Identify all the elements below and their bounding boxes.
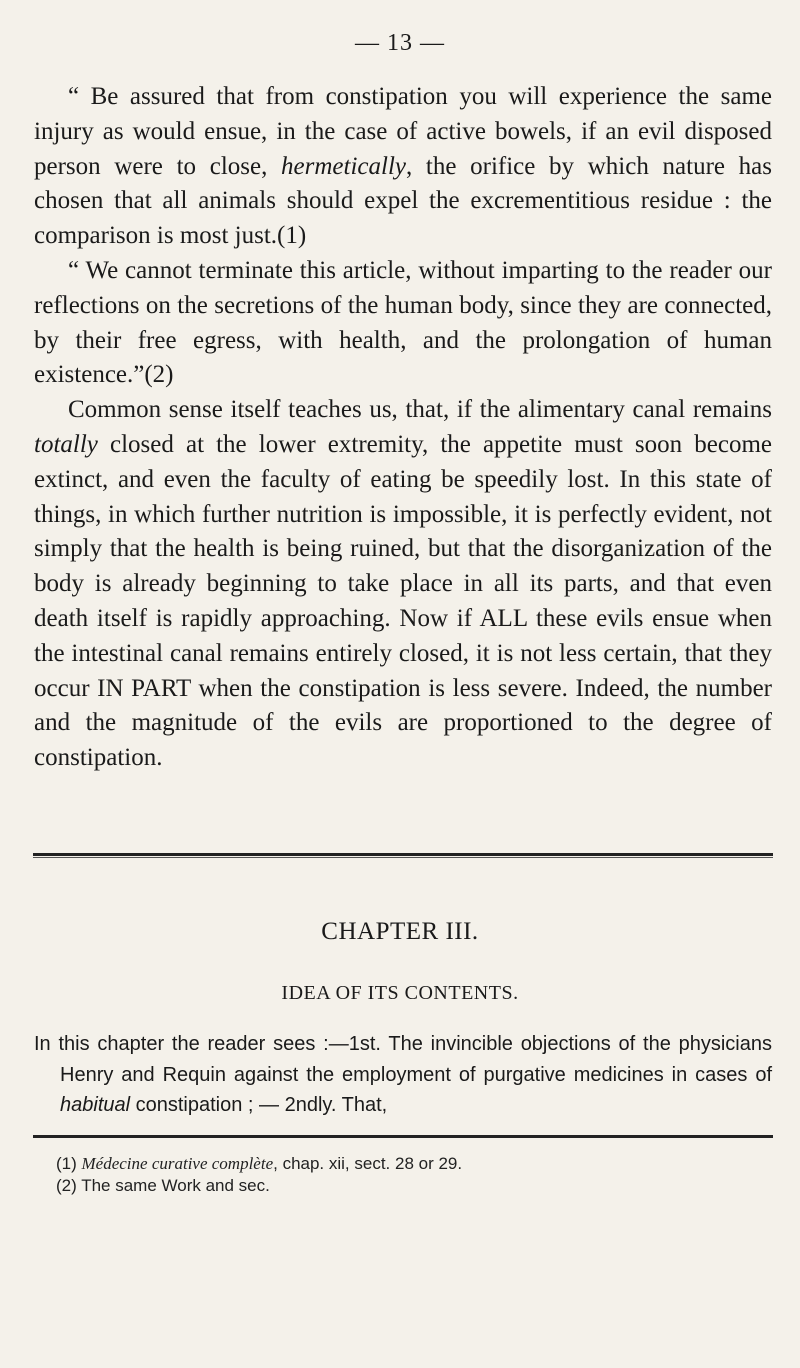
paragraph-1	[34, 80, 772, 254]
chapter-subtitle: IDEA OF ITS CONTENTS.	[281, 982, 519, 1004]
paragraph-2: “ We cannot terminate this article, without imparting to the reader our reflections on the secretions of the human body, since they are connected, by their free egress, with health, and the prolongation of human existence.”(2)	[34, 256, 772, 389]
footnote-1-ref: , chap. xii, sect. 28 or 29.	[273, 1154, 463, 1173]
footnote-1-marker: (1)	[56, 1154, 82, 1173]
chapter-title: CHAPTER III.	[321, 918, 479, 945]
paragraph-1-text-a: “ Be assured that from constipation you will experience the same injury as would ensue, in the case of active bowels, if an evil disposed person were to close,	[34, 83, 772, 180]
paragraph-3-italic: totally	[34, 430, 98, 458]
paragraph-3-text-a: Common sense itself teaches us, that, if the alimentary canal remains	[68, 396, 772, 424]
footnotes	[56, 1153, 772, 1197]
paragraph-1-text-b: , the orifice by which nature has chosen that all animals should expel the excrementitious residue : the comparison is most just.(1)	[34, 152, 772, 250]
paragraph-1-italic: hermetically	[281, 152, 406, 180]
footnote-2: (2) The same Work and sec.	[56, 1176, 270, 1195]
footnote-1	[56, 1153, 772, 1175]
body-text	[34, 80, 772, 776]
footnote-divider	[33, 1135, 773, 1138]
summary-text-b: constipation ; — 2ndly. That,	[130, 1094, 388, 1116]
page-number: — 13 —	[355, 30, 445, 56]
summary-italic: habitual	[60, 1094, 131, 1116]
paragraph-3	[34, 393, 772, 776]
chapter-divider	[33, 853, 773, 856]
footnote-1-title: Médecine curative complète	[81, 1154, 274, 1173]
paragraph-3-text-b: closed at the lower extremity, the appetite must soon become extinct, and even the faculty of eating be speedily lost. In this state of things, in which further nutrition is impossible, it is perfectly evident, not simply that the health is being ruined, but that the disorganization of the body is already beginning to take place in all its parts, and that even death itself is rapidly approaching. Now if ALL these evils ensue when the intestinal canal remains entirely closed, it is not less certain, that they occur IN PART when the constipation is less severe. Indeed, the number and the magnitude of the evils are proportioned to the degree of constipation.	[34, 430, 772, 772]
chapter-summary-text	[34, 1029, 772, 1121]
chapter-divider-thin	[33, 857, 773, 858]
chapter-summary	[34, 1029, 772, 1121]
summary-text-a: In this chapter the reader sees :—1st. The invincible objections of the physicians Henry and Requin against the employment of purgative medicines in cases of	[34, 1033, 772, 1086]
